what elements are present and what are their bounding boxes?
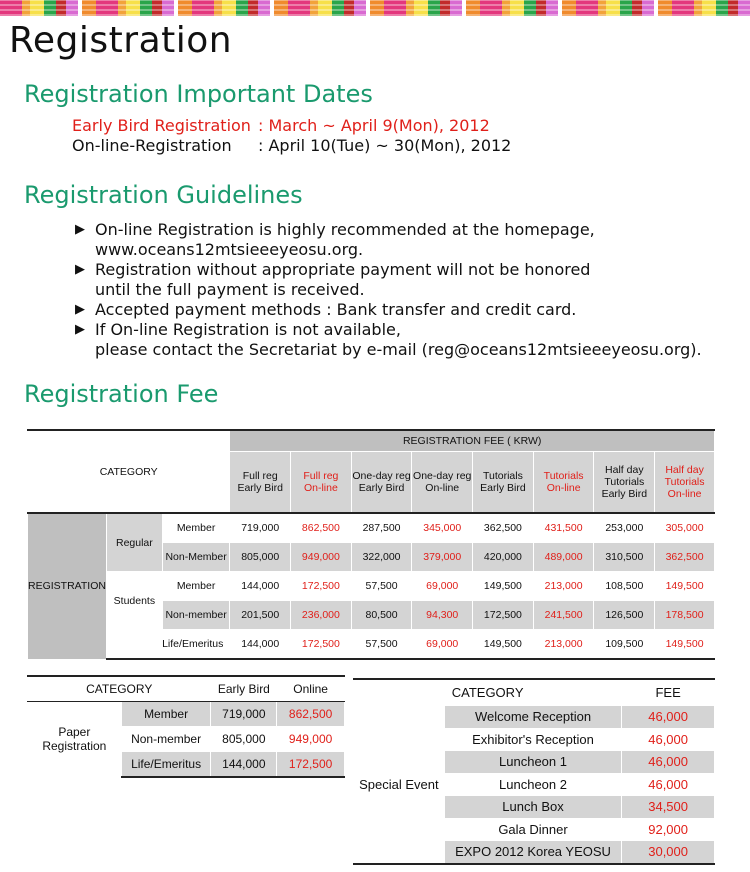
list-item: ▶ Registration without appropriate payment will not be honored until the full payment is received. [75, 260, 591, 299]
fee-cell: 862,500 [291, 513, 352, 543]
column-header: One-day reg On-line [412, 452, 473, 514]
arrow-icon: ▶ [75, 322, 85, 337]
column-header: Half day Tutorials Early Bird [594, 452, 655, 514]
special-event-table [353, 678, 715, 865]
fee-cell: 126,500 [594, 601, 655, 630]
fee-group-header: REGISTRATION FEE ( KRW) [230, 430, 715, 452]
early-bird-label: Early Bird Registration [72, 116, 251, 135]
event-fee: 34,500 [622, 796, 715, 819]
fee-cell: 57,500 [351, 630, 412, 660]
event-name: Luncheon 1 [444, 751, 621, 774]
fee-cell: 144,000 [230, 572, 291, 601]
fee-cell: 172,500 [291, 572, 352, 601]
students-label: Students [106, 572, 162, 630]
fee-cell: 236,000 [291, 601, 352, 630]
fee-cell: 949,000 [277, 727, 345, 752]
fee-cell: 719,000 [211, 702, 277, 727]
fee-cell: 149,500 [655, 572, 715, 601]
fee-cell: 149,500 [473, 630, 534, 660]
event-fee: 46,000 [622, 751, 715, 774]
fee-cell: 149,500 [655, 630, 715, 660]
fee-cell: 805,000 [230, 543, 291, 572]
dates-section-title: Registration Important Dates [24, 80, 373, 108]
row-type: Non-member [121, 727, 211, 752]
fee-cell: 144,000 [230, 630, 291, 660]
regular-label: Regular [106, 513, 162, 572]
online-row [72, 136, 511, 156]
fee-cell: 489,000 [533, 543, 594, 572]
fee-cell: 172,500 [277, 752, 345, 778]
event-name: EXPO 2012 Korea YEOSU [444, 841, 621, 864]
fee-cell: 213,000 [533, 630, 594, 660]
online-label: On-line-Registration [72, 136, 232, 155]
fee-cell: 172,500 [473, 601, 534, 630]
column-header: Tutorials Early Bird [473, 452, 534, 514]
fee-cell: 69,000 [412, 630, 473, 660]
event-name: Gala Dinner [444, 818, 621, 841]
early-bird-header: Early Bird [211, 676, 277, 702]
fee-cell: 213,000 [533, 572, 594, 601]
early-bird-value: : March ~ April 9(Mon), 2012 [258, 116, 490, 135]
list-item: ▶ If On-line Registration is not available, please contact the Secretariat by e-mail (reg@oceans12mtsieeeyeosu.org). [75, 320, 702, 359]
page-title: Registration [9, 20, 233, 61]
registration-fee-table [27, 429, 715, 660]
event-fee: 92,000 [622, 818, 715, 841]
fee-section-title: Registration Fee [24, 380, 219, 408]
row-type: Life/Emeritus [106, 630, 229, 660]
paper-registration-label: Paper Registration [28, 702, 122, 778]
event-name: Welcome Reception [444, 706, 621, 729]
online-header: Online [277, 676, 345, 702]
event-name: Lunch Box [444, 796, 621, 819]
fee-cell: 149,500 [473, 572, 534, 601]
fee-cell: 80,500 [351, 601, 412, 630]
arrow-icon: ▶ [75, 302, 85, 317]
fee-cell: 253,000 [594, 513, 655, 543]
event-name: Luncheon 2 [444, 773, 621, 796]
row-type: Non-Member [162, 543, 230, 572]
guidelines-list [75, 220, 702, 360]
fee-cell: 201,500 [230, 601, 291, 630]
column-header: Full reg On-line [291, 452, 352, 514]
row-type: Member [162, 513, 230, 543]
fee-cell: 172,500 [291, 630, 352, 660]
list-item: ▶ On-line Registration is highly recommended at the homepage, www.oceans12mtsieeeyeosu.org. [75, 220, 595, 259]
fee-cell: 362,500 [655, 543, 715, 572]
event-fee: 30,000 [622, 841, 715, 864]
fee-cell: 420,000 [473, 543, 534, 572]
column-header: One-day reg Early Bird [351, 452, 412, 514]
fee-cell: 305,000 [655, 513, 715, 543]
fee-cell: 287,500 [351, 513, 412, 543]
event-fee: 46,000 [622, 728, 715, 751]
important-dates [72, 116, 511, 156]
category-header: CATEGORY [28, 676, 211, 702]
list-item: ▶ Accepted payment methods : Bank transfer and credit card. [75, 300, 577, 319]
fee-cell: 949,000 [291, 543, 352, 572]
fee-cell: 310,500 [594, 543, 655, 572]
column-header: Tutorials On-line [533, 452, 594, 514]
fee-cell: 322,000 [351, 543, 412, 572]
category-header: CATEGORY [354, 679, 622, 706]
fee-cell: 108,500 [594, 572, 655, 601]
row-type: Life/Emeritus [121, 752, 211, 778]
fee-cell: 431,500 [533, 513, 594, 543]
special-event-label: Special Event [354, 706, 445, 864]
event-fee: 46,000 [622, 706, 715, 729]
row-type: Member [121, 702, 211, 727]
fee-cell: 362,500 [473, 513, 534, 543]
event-fee: 46,000 [622, 773, 715, 796]
column-header: Half day Tutorials On-line [655, 452, 715, 514]
registration-label: REGISTRATION [28, 513, 107, 659]
row-type: Member [162, 572, 230, 601]
fee-cell: 241,500 [533, 601, 594, 630]
fee-cell: 109,500 [594, 630, 655, 660]
fee-cell: 178,500 [655, 601, 715, 630]
fee-cell: 345,000 [412, 513, 473, 543]
fee-cell: 69,000 [412, 572, 473, 601]
event-name: Exhibitor's Reception [444, 728, 621, 751]
column-header: Full reg Early Bird [230, 452, 291, 514]
fee-cell: 805,000 [211, 727, 277, 752]
fee-cell: 94,300 [412, 601, 473, 630]
fee-cell: 57,500 [351, 572, 412, 601]
arrow-icon: ▶ [75, 222, 85, 237]
arrow-icon: ▶ [75, 262, 85, 277]
early-bird-row [72, 116, 511, 136]
paper-registration-table [27, 675, 345, 778]
fee-cell: 379,000 [412, 543, 473, 572]
fee-header: FEE [622, 679, 715, 706]
guidelines-section-title: Registration Guidelines [24, 181, 303, 209]
fee-cell: 862,500 [277, 702, 345, 727]
row-type: Non-member [162, 601, 230, 630]
decorative-banner [0, 0, 750, 16]
fee-cell: 144,000 [211, 752, 277, 778]
online-value: : April 10(Tue) ~ 30(Mon), 2012 [258, 136, 512, 155]
fee-cell: 719,000 [230, 513, 291, 543]
category-header: CATEGORY [28, 430, 230, 513]
